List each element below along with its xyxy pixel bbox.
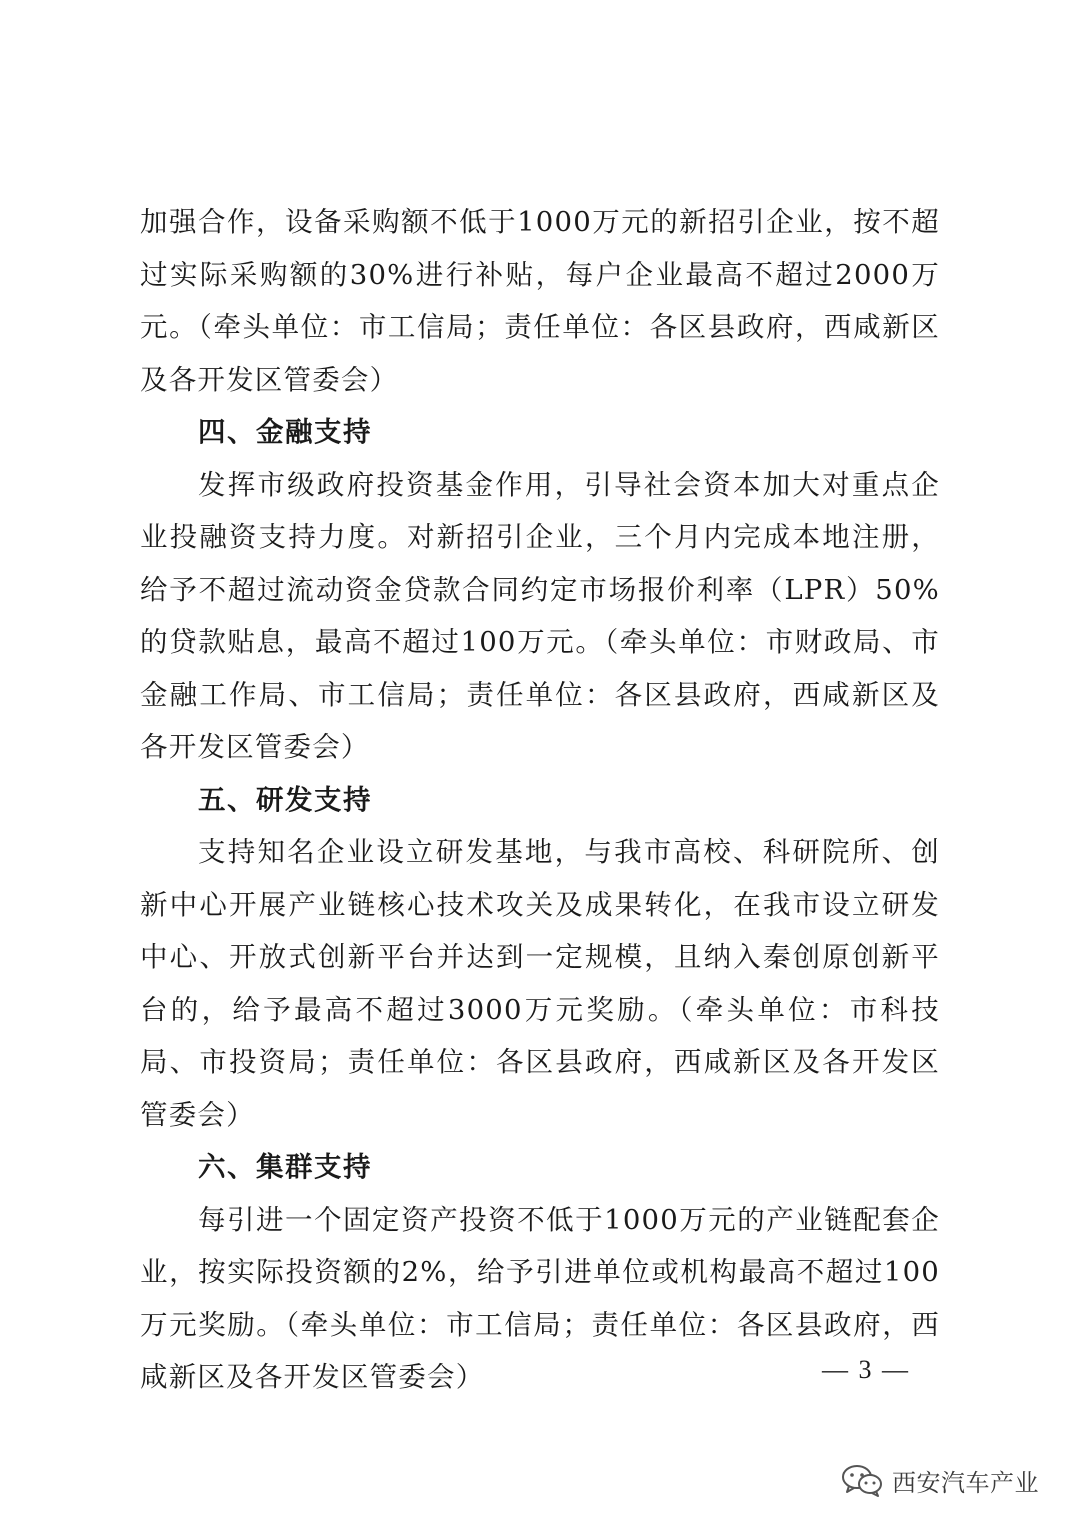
paragraph-procurement: 加强合作，设备采购额不低于1000万元的新招引企业，按不超过实际采购额的30%进行补贴，每户企业最高不超过2000万元。（牵头单位：市工信局；责任单位：各区县政府，西咸新区及各开发区管委会） <box>140 206 941 396</box>
paragraph-finance: 发挥市级政府投资基金作用，引导社会资本加大对重点企业投融资支持力度。对新招引企业，三个月内完成本地注册，给予不超过流动资金贷款合同约定市场报价利率（LPR）50%的贷款贴息，最高不超过100万元。（牵头单位：市财政局、市金融工作局、市工信局；责任单位：各区县政府，西咸新区及各开发区管委会） <box>140 468 940 763</box>
wechat-icon <box>840 1463 884 1497</box>
paragraph-cluster: 每引进一个固定资产投资不低于1000万元的产业链配套企业，按实际投资额的2%，给予引进单位或机构最高不超过100万元奖励。（牵头单位：市工信局；责任单位：各区县政府，西咸新区及各开发区管委会） <box>140 1203 940 1393</box>
document-body <box>140 196 940 1404</box>
watermark-label: 西安汽车产业 <box>892 1468 1039 1497</box>
source-watermark <box>840 1460 1039 1500</box>
page-number: — 3 — <box>822 1355 910 1384</box>
heading-finance-support: 四、金融支持 <box>198 416 372 448</box>
heading-rd-support: 五、研发支持 <box>198 783 372 816</box>
paragraph-rd: 支持知名企业设立研发基地，与我市高校、科研院所、创新中心开展产业链核心技术攻关及成果转化，在我市设立研发中心、开放式创新平台并达到一定规模，且纳入秦创原创新平台的，给予最高不超过3000万元奖励。（牵头单位：市科技局、市投资局；责任单位：各区县政府，西咸新区及各开发区管委会） <box>140 836 940 1131</box>
heading-cluster-support: 六、集群支持 <box>198 1151 372 1183</box>
